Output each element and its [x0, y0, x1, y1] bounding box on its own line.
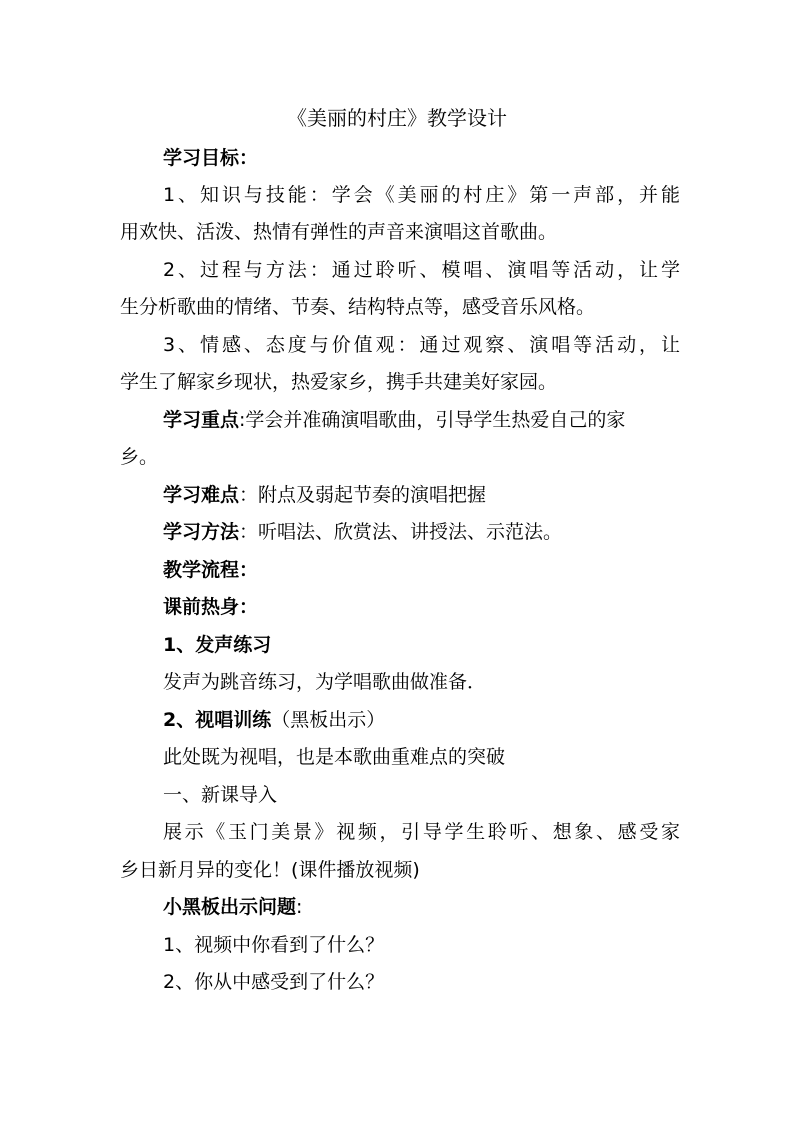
- method-text: ：听唱法、欣赏法、讲授法、示范法。: [239, 521, 563, 543]
- sight-heading: 2、视唱训练: [163, 709, 272, 731]
- difficulty-text: ：附点及弱起节奏的演唱把握: [239, 484, 487, 506]
- goal-1-line-2: 用欢快、活泼、热情有弹性的声音来演唱这首歌曲。: [120, 221, 558, 243]
- key-point-text: :学会并准确演唱歌曲，引导学生热爱自己的家: [239, 409, 626, 431]
- vocal-heading: 1、发声练习: [163, 634, 272, 656]
- key-point-line-2: 乡。: [120, 446, 159, 468]
- sight-text: 此处既为视唱，也是本歌曲重难点的突破: [163, 746, 506, 768]
- difficulty-line: [163, 483, 680, 507]
- sight-heading-note: （黑板出示）: [271, 709, 386, 731]
- key-point-label: 学习重点: [163, 409, 240, 431]
- document-title: 《美丽的村庄》教学设计: [287, 106, 507, 130]
- method-label: 学习方法: [163, 521, 240, 543]
- sight-heading-line: [163, 708, 680, 732]
- questions-heading-line: [163, 895, 680, 919]
- intro-heading: 一、新课导入: [163, 784, 278, 806]
- method-line: [163, 520, 680, 544]
- vocal-text: 发声为跳音练习，为学唱歌曲做准备．: [163, 671, 487, 693]
- question-1: 1、视频中你看到了什么？: [163, 934, 385, 956]
- questions-heading: 小黑板出示问题: [163, 896, 297, 918]
- intro-text-line-1: 展示《玉门美景》视频，引导学生聆听、想象、感受家: [163, 821, 680, 843]
- question-2: 2、你从中感受到了什么？: [163, 971, 385, 993]
- intro-text-line-2: 乡日新月异的变化！(课件播放视频): [120, 859, 420, 881]
- warmup-heading: 课前热身：: [163, 596, 259, 618]
- flow-heading: 教学流程：: [163, 559, 259, 581]
- goal-1-line-1: 1、知识与技能：学会《美丽的村庄》第一声部，并能: [163, 184, 680, 206]
- goal-2-line-1: 2、过程与方法：通过聆听、模唱、演唱等活动，让学: [163, 259, 680, 281]
- goals-heading: 学习目标：: [163, 147, 259, 169]
- questions-heading-colon: :: [296, 896, 303, 918]
- goal-2-line-2: 生分析歌曲的情绪、节奏、结构特点等，感受音乐风格。: [120, 296, 596, 318]
- goal-3-line-2: 学生了解家乡现状，热爱家乡，携手共建美好家园。: [120, 371, 558, 393]
- goal-3-line-1: 3、情感、态度与价值观：通过观察、演唱等活动，让: [163, 334, 680, 356]
- difficulty-label: 学习难点: [163, 484, 240, 506]
- key-point-line-1: [163, 408, 680, 432]
